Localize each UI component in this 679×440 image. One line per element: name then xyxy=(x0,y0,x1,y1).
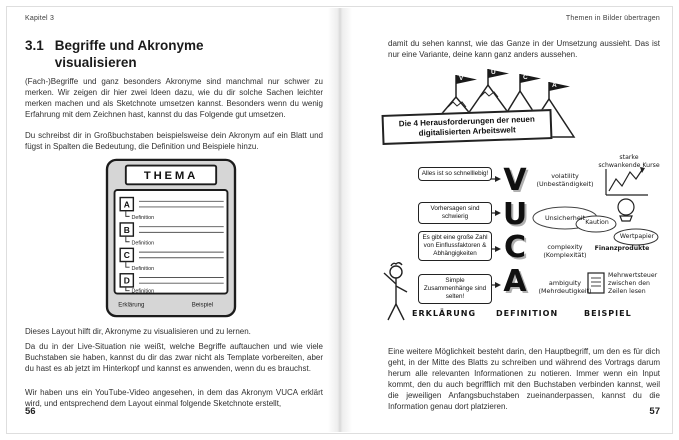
section-title: Begriffe und Akronyme visualisieren xyxy=(54,38,204,70)
flag-letter: V xyxy=(459,75,464,82)
definition-label: ambiguity (Mehrdeutigkeit) xyxy=(538,279,592,295)
thema-figure xyxy=(105,158,237,318)
example-bubble: Wertpapier xyxy=(619,233,655,240)
section-number: 3.1 xyxy=(25,38,44,53)
page-number-right: 57 xyxy=(649,406,660,417)
vuca-letter-a: A xyxy=(503,264,527,299)
paragraph: damit du sehen kannst, wie das Ganze in der Umsetzung aussieht. Das ist nur eine Variante, deine kann ganz anders aussehen. xyxy=(388,39,660,59)
row-label: Definition xyxy=(131,215,155,222)
paragraph: Du schreibst dir in Großbuchstaben beispielsweise dein Akronym auf ein Blatt und fügst in Spalten die Bedeutung, die Definition und Beispiele hinzu. xyxy=(25,131,323,151)
figure-footer-left: Erklärung xyxy=(118,301,145,309)
row-label: Definition xyxy=(131,240,155,247)
running-head-right: Themen in Bilder übertragen xyxy=(565,15,660,22)
letter: D xyxy=(123,275,130,286)
definition-label: volatility (Unbeständigkeit) xyxy=(536,172,594,188)
vuca-letter-c: C xyxy=(503,230,527,265)
paragraph: (Fach-)Begriffe und ganz besonders Akronyme sind manchmal nur schwer zu merken. Wir zeigen dir hier zwei Ideen dazu, wie du dir solche Sachen leichter merken machen und als Sketchnote umsetzen kannst. Besonders wenn du wenig Erfahrung mit dem Zeichnen hast, kannst du das Folgende gut umsetzen. xyxy=(25,77,323,119)
example-label: Finanzprodukte xyxy=(594,245,650,252)
stick-figure-icon xyxy=(384,263,407,320)
definition-label: Unsicherheit xyxy=(544,214,586,222)
section-heading xyxy=(25,38,233,72)
figure-footer-label: BEISPIEL xyxy=(584,309,632,318)
vuca-figure xyxy=(374,67,666,343)
row-label: Definition xyxy=(131,288,155,295)
vuca-letter-u: U xyxy=(502,197,528,232)
example-bubble: Kaution xyxy=(585,219,609,226)
row-label: Definition xyxy=(131,266,155,272)
statement-box: Es gibt eine große Zahl von Einflussfaktoren & Abhängigkeiten xyxy=(418,231,492,261)
figure-footer-label: ERKLÄRUNG xyxy=(412,309,477,318)
paragraph: Dieses Layout hilft dir, Akronyme zu visualisieren und zu lernen. xyxy=(25,327,251,336)
letter: C xyxy=(123,250,130,261)
page-left xyxy=(10,10,336,430)
letter: A xyxy=(123,199,130,210)
definition-label: complexity (Komplexität) xyxy=(543,243,587,259)
flag-letter: C xyxy=(523,74,528,81)
stock-chart-icon xyxy=(606,167,648,195)
letter: B xyxy=(123,224,130,235)
example-label: starke schwankende Kurse xyxy=(598,154,660,169)
flag-letter: A xyxy=(552,82,557,89)
running-head-left: Kapitel 3 xyxy=(25,15,55,22)
paragraph: Eine weitere Möglichkeit besteht darin, den Hauptbegriff, um den es für dich geht, in der Mitte des Blatts zu schreiben und während des Vortrags darum herum alle relevanten Informationen zu notieren. Immer wenn ein Input kommt, den du auch begrifflich mit den Buchstaben verbinden kannst, weil die jeweiligen Anfangsbuchstaben zueinanderpassen, kannst du die Information genau dort platzieren. xyxy=(388,347,660,411)
vuca-letter-v: V xyxy=(503,163,527,198)
statement-box: Alles ist so schnelllebig! xyxy=(418,167,492,181)
crystal-ball-icon xyxy=(618,199,634,221)
page-right xyxy=(344,10,670,430)
statement-box: Vorhersagen sind schwierig xyxy=(418,202,492,224)
figure-title: THEMA xyxy=(143,170,199,183)
example-label: Mehrwertsteuer zwischen den Zeilen lesen xyxy=(608,272,658,295)
figure-footer-right: Beispiel xyxy=(191,301,214,309)
page-number-left: 56 xyxy=(25,406,36,417)
statement-box: Simple Zusammenhänge sind selten! xyxy=(418,274,492,304)
paragraph: Da du in der Live-Situation nie weißt, welche Begriffe auftauchen und wie viele Buchstaben sie haben, kannst du dir das zwar nicht als Template vorbereiten, aber du hast es ab jetzt im Hinterkopf und kannst es anwenden, wenn du es brauchst. xyxy=(25,342,323,373)
flag-letter: U xyxy=(491,69,496,76)
figure-banner: Die 4 Herausforderungen der neuen digitalisierten Arbeitswelt xyxy=(382,109,553,145)
figure-footer-label: DEFINITION xyxy=(496,309,559,318)
paragraph: Wir haben uns ein YouTube-Video angesehen, in dem das Akronym VUCA erklärt wird, und entsprechend dem Layout einmal folgende Sketchnote erstellt, xyxy=(25,388,323,408)
